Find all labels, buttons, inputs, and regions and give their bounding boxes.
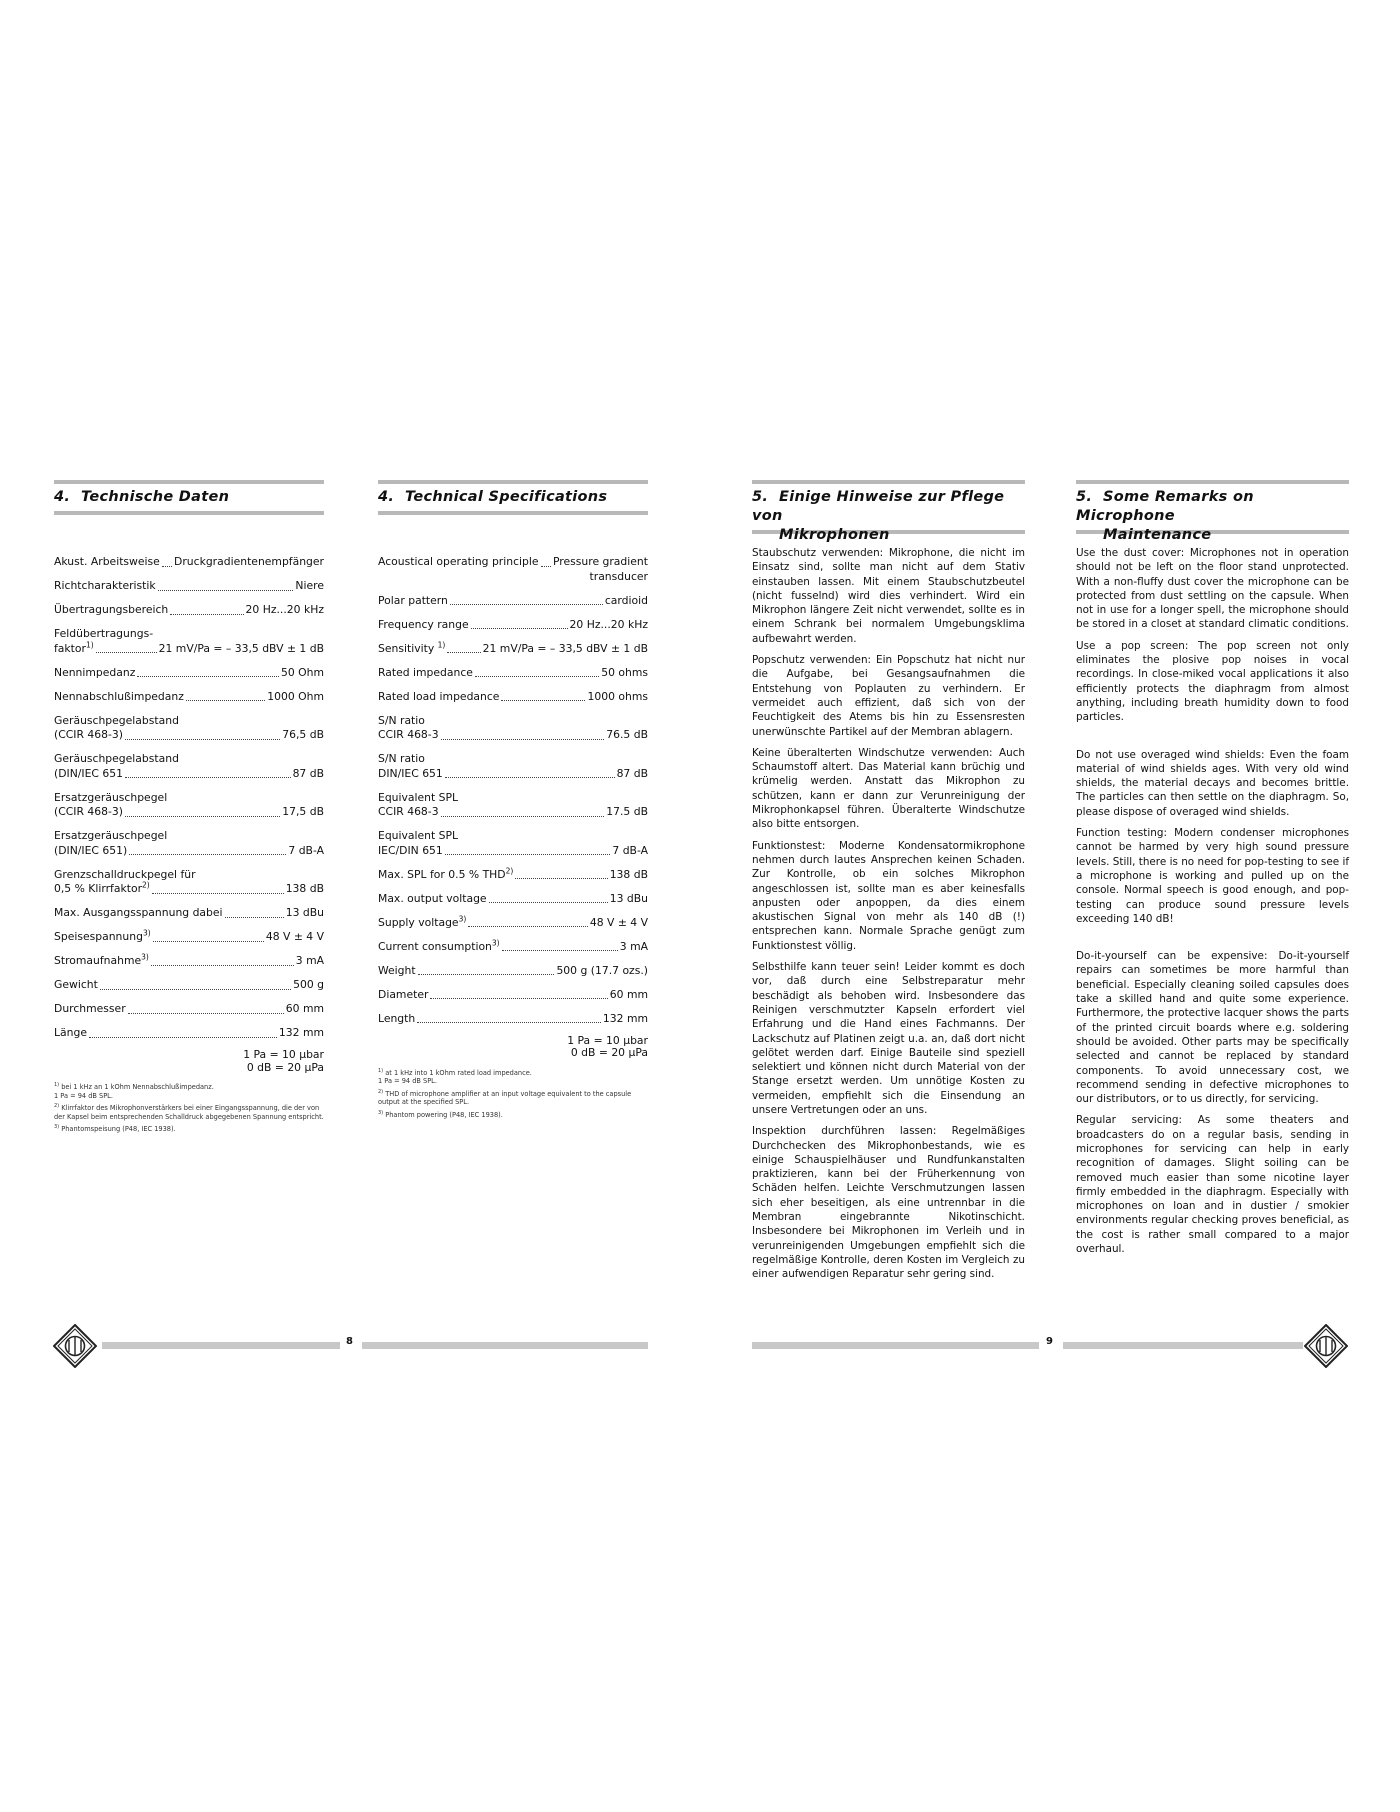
spec-row [378, 865, 648, 883]
spec-label-line-1: Equivalent SPL [378, 829, 459, 842]
leader-dots [450, 604, 603, 605]
spec-line [378, 618, 648, 633]
spec-label-text: (CCIR 468-3) [54, 805, 123, 818]
spec-label [378, 666, 473, 681]
spec-label [54, 639, 94, 657]
spec-line [54, 805, 324, 820]
section-number: 5. [752, 489, 769, 505]
spec-value: 132 mm [278, 1026, 324, 1039]
paragraph: Use the dust cover: Microphones not in operation should not be left on the floor stand unprotected. With a non-fluffy dust cover the microphone can be protected from dust settling on the capsule. When not in use for a longer spell, the microphone should be stored in a closet at standard climatic conditions. [1076, 547, 1349, 631]
footnote-ref: 1) [85, 639, 94, 649]
spec-value: 138 dB [285, 882, 324, 895]
spec-label-text: (CCIR 468-3) [54, 728, 123, 741]
spec-label [378, 988, 428, 1003]
spec-line [54, 666, 324, 681]
pa-note-1: 1 Pa = 10 µbar [567, 1033, 648, 1047]
spec-value: 50 ohms [601, 665, 648, 679]
spec-line [54, 844, 324, 859]
spec-label-line-1: Geräuschpegelabstand [54, 713, 179, 727]
leader-dots [418, 974, 555, 975]
spec-label [54, 666, 135, 681]
footnotes [378, 1069, 648, 1120]
paragraph: Keine überalterten Windschutze verwenden: Auch Schaumstoff altert. Das Material kann brüchig und krümelig werden. Anstatt das Mikrophon zu schützen, kann er dann zur Verunreinigung der Mikrophonkapsel führen. Überalterte Windschutze also bitte entsorgen. [752, 746, 1025, 831]
spec-label [54, 1026, 87, 1041]
leader-dots [515, 878, 607, 879]
spec-row [378, 752, 648, 781]
footnote-ref: 3) [141, 952, 149, 962]
leader-dots [153, 941, 264, 942]
footnote-ref: 2) [505, 865, 514, 875]
leader-dots [502, 950, 618, 951]
spec-label [54, 603, 168, 618]
section-heading [1076, 480, 1349, 543]
spec-label [378, 937, 500, 955]
pa-note-2: 0 dB = 20 µPa [246, 1060, 324, 1074]
spec-row [378, 791, 648, 820]
section-number: 4. [54, 489, 71, 505]
spec-row [378, 618, 648, 633]
spec-label [378, 865, 514, 883]
column-technical-specifications [378, 480, 648, 1123]
paragraph: Staubschutz verwenden: Mikrophone, die nicht im Einsatz sind, sollte man nicht auf dem Stativ einstauben lassen. Mit einem Staubschutzbeutel (nicht fusselnd) wird dies verhindert. Wird ein Mikrophon längere Zeit nicht verwendet, sollte es in einem Schrank bei normalem Umgebungsklima aufbewahrt werden. [752, 547, 1025, 645]
spec-value: 48 V ± 4 V [589, 915, 648, 929]
footnote-ref: 2) [142, 880, 150, 890]
footnote-2: $^{2)}$ Klirrfaktor des Mikrophonverstärkers bei einer Eingangsspannung, die der von der Kapsel beim entsprechenden Schalldruck abgegebenen Spannung entspricht. [54, 1103, 324, 1121]
leader-dots [430, 998, 607, 999]
spec-label [378, 594, 448, 609]
spec-value: 138 dB [609, 867, 648, 881]
pa-note-1: 1 Pa = 10 µbar [243, 1048, 324, 1061]
spec-line [378, 639, 648, 657]
spec-line [54, 930, 324, 945]
spec-label [54, 728, 123, 743]
spec-line [54, 906, 324, 921]
spec-label-line-1: Feldübertragungs- [54, 627, 154, 640]
spec-line [54, 728, 324, 743]
leader-dots [152, 893, 284, 894]
spec-value: Druckgradientenempfänger [174, 555, 324, 568]
spec-label [378, 639, 446, 657]
leader-dots [125, 816, 280, 817]
spec-label-text: Frequency range [378, 617, 469, 631]
spec-label-text: IEC/DIN 651 [378, 843, 443, 857]
spec-value: 20 Hz...20 kHz [569, 617, 648, 631]
spec-label [54, 579, 156, 594]
spec-label [378, 964, 416, 979]
spec-row [54, 930, 324, 945]
spec-value: 50 Ohm [280, 665, 324, 679]
footnote-3: $^{3)}$ Phantom powering (P48, IEC 1938). [378, 1109, 503, 1119]
footnote-1: $^{1)}$ bei 1 kHz an 1 kOhm Nennabschlußimpedanz. 1 Pa = 94 dB SPL. [54, 1081, 214, 1100]
section-number: 4. [378, 489, 395, 505]
spec-label-text: CCIR 468-3 [378, 805, 439, 818]
spec-row [378, 937, 648, 955]
leader-dots [151, 965, 294, 966]
spec-row [378, 666, 648, 681]
leader-dots [225, 917, 284, 918]
footnote-1: $^{1)}$ at 1 kHz into 1 kOhm rated load impedance. 1 Pa = 94 dB SPL. [378, 1067, 532, 1086]
footnote-2: $^{2)}$ THD of microphone amplifier at an input voltage equivalent to the capsule output at the specified SPL. [378, 1088, 632, 1107]
spec-value: Pressure gradient [552, 555, 648, 568]
footer-bar-right-2 [1063, 1342, 1303, 1349]
spec-label-text: 0,5 % Klirrfaktor [54, 882, 143, 895]
spec-label [378, 844, 443, 859]
spec-line [378, 690, 648, 705]
leader-dots [128, 1013, 284, 1014]
spec-row [54, 627, 324, 656]
spec-row [54, 1026, 324, 1041]
section-title: Some Remarks on Microphone [1076, 489, 1254, 524]
spec-label [378, 767, 443, 782]
spec-label-text: Speisespannung [54, 930, 143, 943]
spec-label-text: (DIN/IEC 651 [54, 766, 124, 780]
spec-row [54, 714, 324, 743]
leader-dots [186, 700, 265, 701]
spec-list [378, 555, 648, 1026]
footer-bar-left-2 [362, 1342, 648, 1349]
spec-value: 21 mV/Pa = – 33,5 dBV ± 1 dB [158, 641, 324, 655]
spec-label-line-1: Ersatzgeräuschpegel [54, 790, 168, 804]
spec-row [54, 791, 324, 820]
spec-value: 7 dB-A [612, 843, 648, 857]
spec-label-text: Diameter [378, 987, 429, 1001]
spec-line [378, 805, 648, 820]
spec-value: cardioid [604, 593, 648, 607]
spec-line [54, 1002, 324, 1017]
section-title: Technische Daten [81, 489, 230, 505]
spec-line [54, 579, 324, 594]
leader-dots [541, 566, 551, 567]
spec-line [378, 666, 648, 681]
leader-dots [501, 700, 585, 701]
footnote-3: $^{3)}$ Phantomspeisung (P48, IEC 1938). [54, 1124, 176, 1134]
footnote-ref: 3) [458, 913, 467, 923]
spec-label [54, 844, 127, 859]
spec-value: 13 dBu [285, 906, 324, 919]
spec-row [54, 868, 324, 897]
spec-label-text: faktor [54, 641, 86, 655]
spec-label [378, 728, 439, 743]
spec-label [378, 690, 499, 705]
spec-label-text: Nennabschlußimpedanz [54, 689, 184, 703]
spec-label-text: Durchmesser [54, 1002, 126, 1015]
page-number-left: 8 [346, 1336, 353, 1347]
section-title: Technical Specifications [405, 489, 608, 505]
footnotes [54, 1083, 324, 1134]
spec-row [54, 829, 324, 858]
leader-dots [96, 652, 157, 653]
spec-label-text: DIN/IEC 651 [378, 766, 443, 780]
spec-line [54, 555, 324, 570]
footer-bar-right-1 [752, 1342, 1039, 1349]
spec-value: 17,5 dB [282, 805, 324, 818]
spec-line [378, 913, 648, 931]
spec-row [378, 1012, 648, 1027]
leader-dots [89, 1037, 277, 1038]
spec-row [378, 555, 648, 584]
spec-row [378, 892, 648, 907]
spec-value: 1000 Ohm [267, 689, 324, 703]
body-text [1076, 546, 1349, 1256]
spec-label [378, 618, 469, 633]
column-maintenance-remarks [1076, 480, 1349, 1263]
spec-row [54, 906, 324, 921]
spec-line [378, 594, 648, 609]
spec-value: 1000 ohms [587, 689, 648, 703]
spec-value: 76.5 dB [606, 728, 648, 741]
spec-label [54, 882, 150, 897]
leader-dots [170, 614, 243, 615]
section-heading [378, 480, 648, 515]
spec-line [378, 988, 648, 1003]
spec-value: 60 mm [609, 987, 648, 1001]
paragraph: Function testing: Modern condenser microphones cannot be harmed by very high sound pressure levels. Still, there is no need for pop-testing to see if a microphone is working and pulled up on the console. Normal speech is good enough, and pop-testing can produce sound pressure levels exceeding 140 dB! [1076, 827, 1349, 925]
spec-value: 20 Hz...20 kHz [245, 603, 324, 616]
spec-label-text: Max. output voltage [378, 891, 487, 905]
leader-dots [125, 739, 280, 740]
spec-label-text: Richtcharakteristik [54, 579, 156, 592]
spec-value: 17.5 dB [606, 805, 648, 818]
footnote-ref: 3) [491, 937, 500, 947]
spec-label-text: Supply voltage [378, 915, 459, 929]
paragraph: Regular servicing: As some theaters and broadcasters do on a regular basis, sending in microphones for servicing can help in early recognition of damages. Slight soiling can be removed much easier than some nicotine layer firmly embedded in the diaphragm. Especially with microphones on loan and in dustier / smokier environments regular checking proves beneficial, as the cost is rather small compared to a major overhaul. [1076, 1114, 1349, 1256]
spec-row [378, 964, 648, 979]
spec-value: 3 mA [619, 939, 648, 953]
spec-list [54, 555, 324, 1041]
spec-row [54, 752, 324, 781]
spec-value: 500 g [293, 978, 324, 991]
spec-row [54, 1002, 324, 1017]
spec-label-text: (DIN/IEC 651) [54, 843, 128, 857]
spec-row [54, 954, 324, 969]
spec-label [378, 892, 487, 907]
spec-label [54, 906, 223, 921]
spec-line [378, 937, 648, 955]
column-technische-daten [54, 480, 324, 1138]
spec-label [54, 1002, 126, 1017]
spec-line [54, 882, 324, 897]
section-title: Einige Hinweise zur Pflege von [752, 489, 1005, 524]
spec-row [378, 639, 648, 657]
spec-label [54, 767, 123, 782]
spec-label-text: Acoustical operating principle [378, 555, 539, 568]
section-heading [752, 480, 1025, 543]
spec-value: 48 V ± 4 V [265, 930, 324, 943]
spec-value: 132 mm [602, 1011, 648, 1025]
spec-line [54, 954, 324, 969]
spec-label-text: CCIR 468-3 [378, 728, 439, 741]
spec-line [54, 767, 324, 782]
spec-value: 3 mA [295, 954, 324, 967]
spec-label-line-1: S/N ratio [378, 713, 425, 727]
spec-row [378, 594, 648, 609]
page-number-right: 9 [1046, 1336, 1053, 1347]
spec-row [54, 690, 324, 705]
spec-label [54, 930, 151, 945]
spec-label-text: Rated load impedance [378, 689, 500, 703]
leader-dots [129, 854, 286, 855]
spec-row [378, 913, 648, 931]
spec-line [378, 844, 648, 859]
spec-line [54, 1026, 324, 1041]
spec-row [54, 579, 324, 594]
spec-value-line-2: transducer [589, 569, 648, 583]
spec-label [54, 805, 123, 820]
spec-label-text: Polar pattern [378, 593, 448, 607]
spec-label-text: Akust. Arbeitsweise [54, 555, 160, 568]
paragraph: Do-it-yourself can be expensive: Do-it-yourself repairs can sometimes be more harmful than beneficial. Especially cleaning soiled capsules does take a skilled hand and quite some experience. Furthermore, the protective lacquer shows the parts of the printed circuit boards where e.g. soldering should be avoided. Other parts may be specifically selected and cannot be replaced by standard components. To avoid unnecessary cost, we recommend sending in defective microphones to our distributors, or to us directly, for servicing. [1076, 950, 1349, 1106]
spec-label-text: Max. SPL for 0.5 % THD [378, 867, 506, 881]
spec-value: 60 mm [285, 1002, 324, 1015]
spec-label-text: Länge [54, 1026, 87, 1039]
spec-row [378, 714, 648, 743]
section-title-line-2: Mikrophonen [779, 527, 890, 543]
spec-line [378, 892, 648, 907]
spec-value: 21 mV/Pa = – 33,5 dBV ± 1 dB [482, 641, 648, 655]
spec-label-text: Length [378, 1011, 416, 1025]
paragraph: Selbsthilfe kann teuer sein! Leider kommt es doch vor, daß durch eine Selbstreparatur mehr beschädigt als behoben wird. Insbesondere das Reinigen verschmutzter Kapseln erfordert viel Erfahrung und die Hand eines Fachmanns. Der Lackschutz auf Platinen zeigt u.a. an, daß dort nicht gelötet werden darf. Einige Bauteile sind speziell selektiert und können nicht durch Material von der Stange ersetzt werden. Um unnötige Kosten zu vermeiden, empfiehlt sich die Einsendung an unsere Vertretungen oder an uns. [752, 961, 1025, 1116]
leader-dots [125, 777, 291, 778]
footnote-ref: 3) [142, 928, 151, 938]
spec-label-line-1: Geräuschpegelabstand [54, 752, 179, 765]
spec-label-text: Übertragungsbereich [54, 603, 169, 616]
spec-label-line-1: Ersatzgeräuschpegel [54, 829, 168, 842]
footer-bar-left-1 [102, 1342, 340, 1349]
paragraph: Funktionstest: Moderne Kondensatormikrophone nehmen durch lautes Ansprechen keinen Schaden. Zur Kontrolle, ob ein solches Mikrophon angeschlossen ist, sollte man es aber keinesfalls anpusten oder anpoppen, da dies einem akustischen Signal von mehr als 140 dB (!) entsprechen kann. Normale Sprache genügt zum Funktionstest völlig. [752, 839, 1025, 952]
spec-label-text: Rated impedance [378, 665, 473, 679]
leader-dots [489, 902, 608, 903]
spec-line [378, 1012, 648, 1027]
footnote-ref: 1) [437, 639, 446, 649]
spec-label [378, 913, 467, 931]
spec-value: 87 dB [616, 766, 648, 780]
spec-label [54, 555, 160, 570]
section-heading [54, 480, 324, 515]
page-footer [0, 1324, 1400, 1364]
spec-value: 87 dB [292, 766, 324, 780]
leader-dots [471, 628, 568, 629]
spec-line [378, 555, 648, 570]
leader-dots [447, 652, 480, 653]
spec-line [378, 865, 648, 883]
leader-dots [468, 926, 588, 927]
leader-dots [158, 590, 294, 591]
paragraph: Popschutz verwenden: Ein Popschutz hat nicht nur die Aufgabe, bei Gesangsaufnahmen die Entstehung von Poplauten zu verhindern. Er vermeidet auch effizient, daß sich von der Feuchtigkeit des Atems bis hin zu Essensresten unerwünschte Partikel auf der Membran ablagern. [752, 654, 1025, 738]
spec-label-line-1: S/N ratio [378, 752, 425, 765]
leader-dots [417, 1022, 601, 1023]
spec-line [54, 639, 324, 657]
leader-dots [441, 816, 605, 817]
spec-value: 500 g (17.7 ozs.) [556, 963, 648, 977]
spec-label-text: Current consumption [378, 939, 492, 953]
pa-note-2: 0 dB = 20 µPa [570, 1046, 648, 1059]
spec-label-line-1: Grenzschalldruckpegel für [54, 867, 196, 881]
spec-label [378, 805, 439, 820]
spec-row [378, 988, 648, 1003]
spec-label-line-1: Equivalent SPL [378, 790, 459, 804]
spec-label [54, 978, 98, 993]
column-pflege-hinweise [752, 480, 1025, 1289]
spec-label [54, 690, 184, 705]
leader-dots [162, 566, 172, 567]
body-text [752, 546, 1025, 1282]
paragraph: Inspektion durchführen lassen: Regelmäßiges Durchchecken des Mikrophonbestands, wie es einige Schauspielhäuser und Rundfunkanstalten praktizieren, kann bei der Früherkennung von Schäden helfen. Leichte Verschmutzungen lassen sich eher beseitigen, als eine untrennbar in die Membran eingebrannte Nikotinschicht. Insbesondere bei Mikrophonen im Verleih und in verunreinigenden Umgebungen empfiehlt sich die regelmäßige Kontrolle, deren Kosten im Vergleich zu einer aufwendigen Reparatur sehr gering sind. [752, 1125, 1025, 1281]
spec-line [378, 728, 648, 743]
spec-row [54, 603, 324, 618]
spec-label-text: Weight [378, 963, 416, 977]
spec-value: 7 dB-A [288, 843, 324, 857]
spec-row [54, 978, 324, 993]
spec-row [54, 555, 324, 570]
neumann-logo-icon [1304, 1324, 1348, 1368]
spec-label [54, 954, 149, 969]
spec-line [378, 964, 648, 979]
spec-label-text: Max. Ausgangsspannung dabei [54, 906, 223, 919]
spec-label-text: Gewicht [54, 978, 98, 991]
spec-label [378, 1012, 415, 1027]
section-title-line-2: Maintenance [1103, 527, 1212, 543]
spec-line [378, 767, 648, 782]
leader-dots [445, 777, 615, 778]
spec-value: Niere [295, 579, 324, 592]
spec-line [54, 603, 324, 618]
spec-value: 13 dBu [609, 891, 648, 905]
spec-row [378, 829, 648, 858]
neumann-logo-icon [53, 1324, 97, 1368]
paragraph: Do not use overaged wind shields: Even the foam material of wind shields ages. With very old wind shields, the material decays and becomes brittle. The particles can then settle on the diaphragm. So, please dispose of overaged wind shields. [1076, 748, 1349, 818]
spec-line [54, 690, 324, 705]
paragraph: Use a pop screen: The pop screen not only eliminates the plosive pop noises in vocal recordings. In close-miked vocal applications it also efficiently protects the diaphragm from almost anything, including breath humidity down to food particles. [1076, 639, 1349, 724]
leader-dots [137, 676, 279, 677]
spec-label-text: Nennimpedanz [54, 665, 136, 679]
leader-dots [445, 854, 611, 855]
section-number: 5. [1076, 489, 1093, 505]
leader-dots [441, 739, 605, 740]
leader-dots [100, 989, 291, 990]
spec-value: 76,5 dB [282, 728, 324, 741]
spec-row [378, 690, 648, 705]
spec-label-text: Sensitivity [378, 641, 438, 655]
spec-line [54, 978, 324, 993]
spec-row [54, 666, 324, 681]
spec-label-text: Stromaufnahme [54, 954, 142, 967]
leader-dots [475, 676, 599, 677]
spec-label [378, 555, 539, 570]
